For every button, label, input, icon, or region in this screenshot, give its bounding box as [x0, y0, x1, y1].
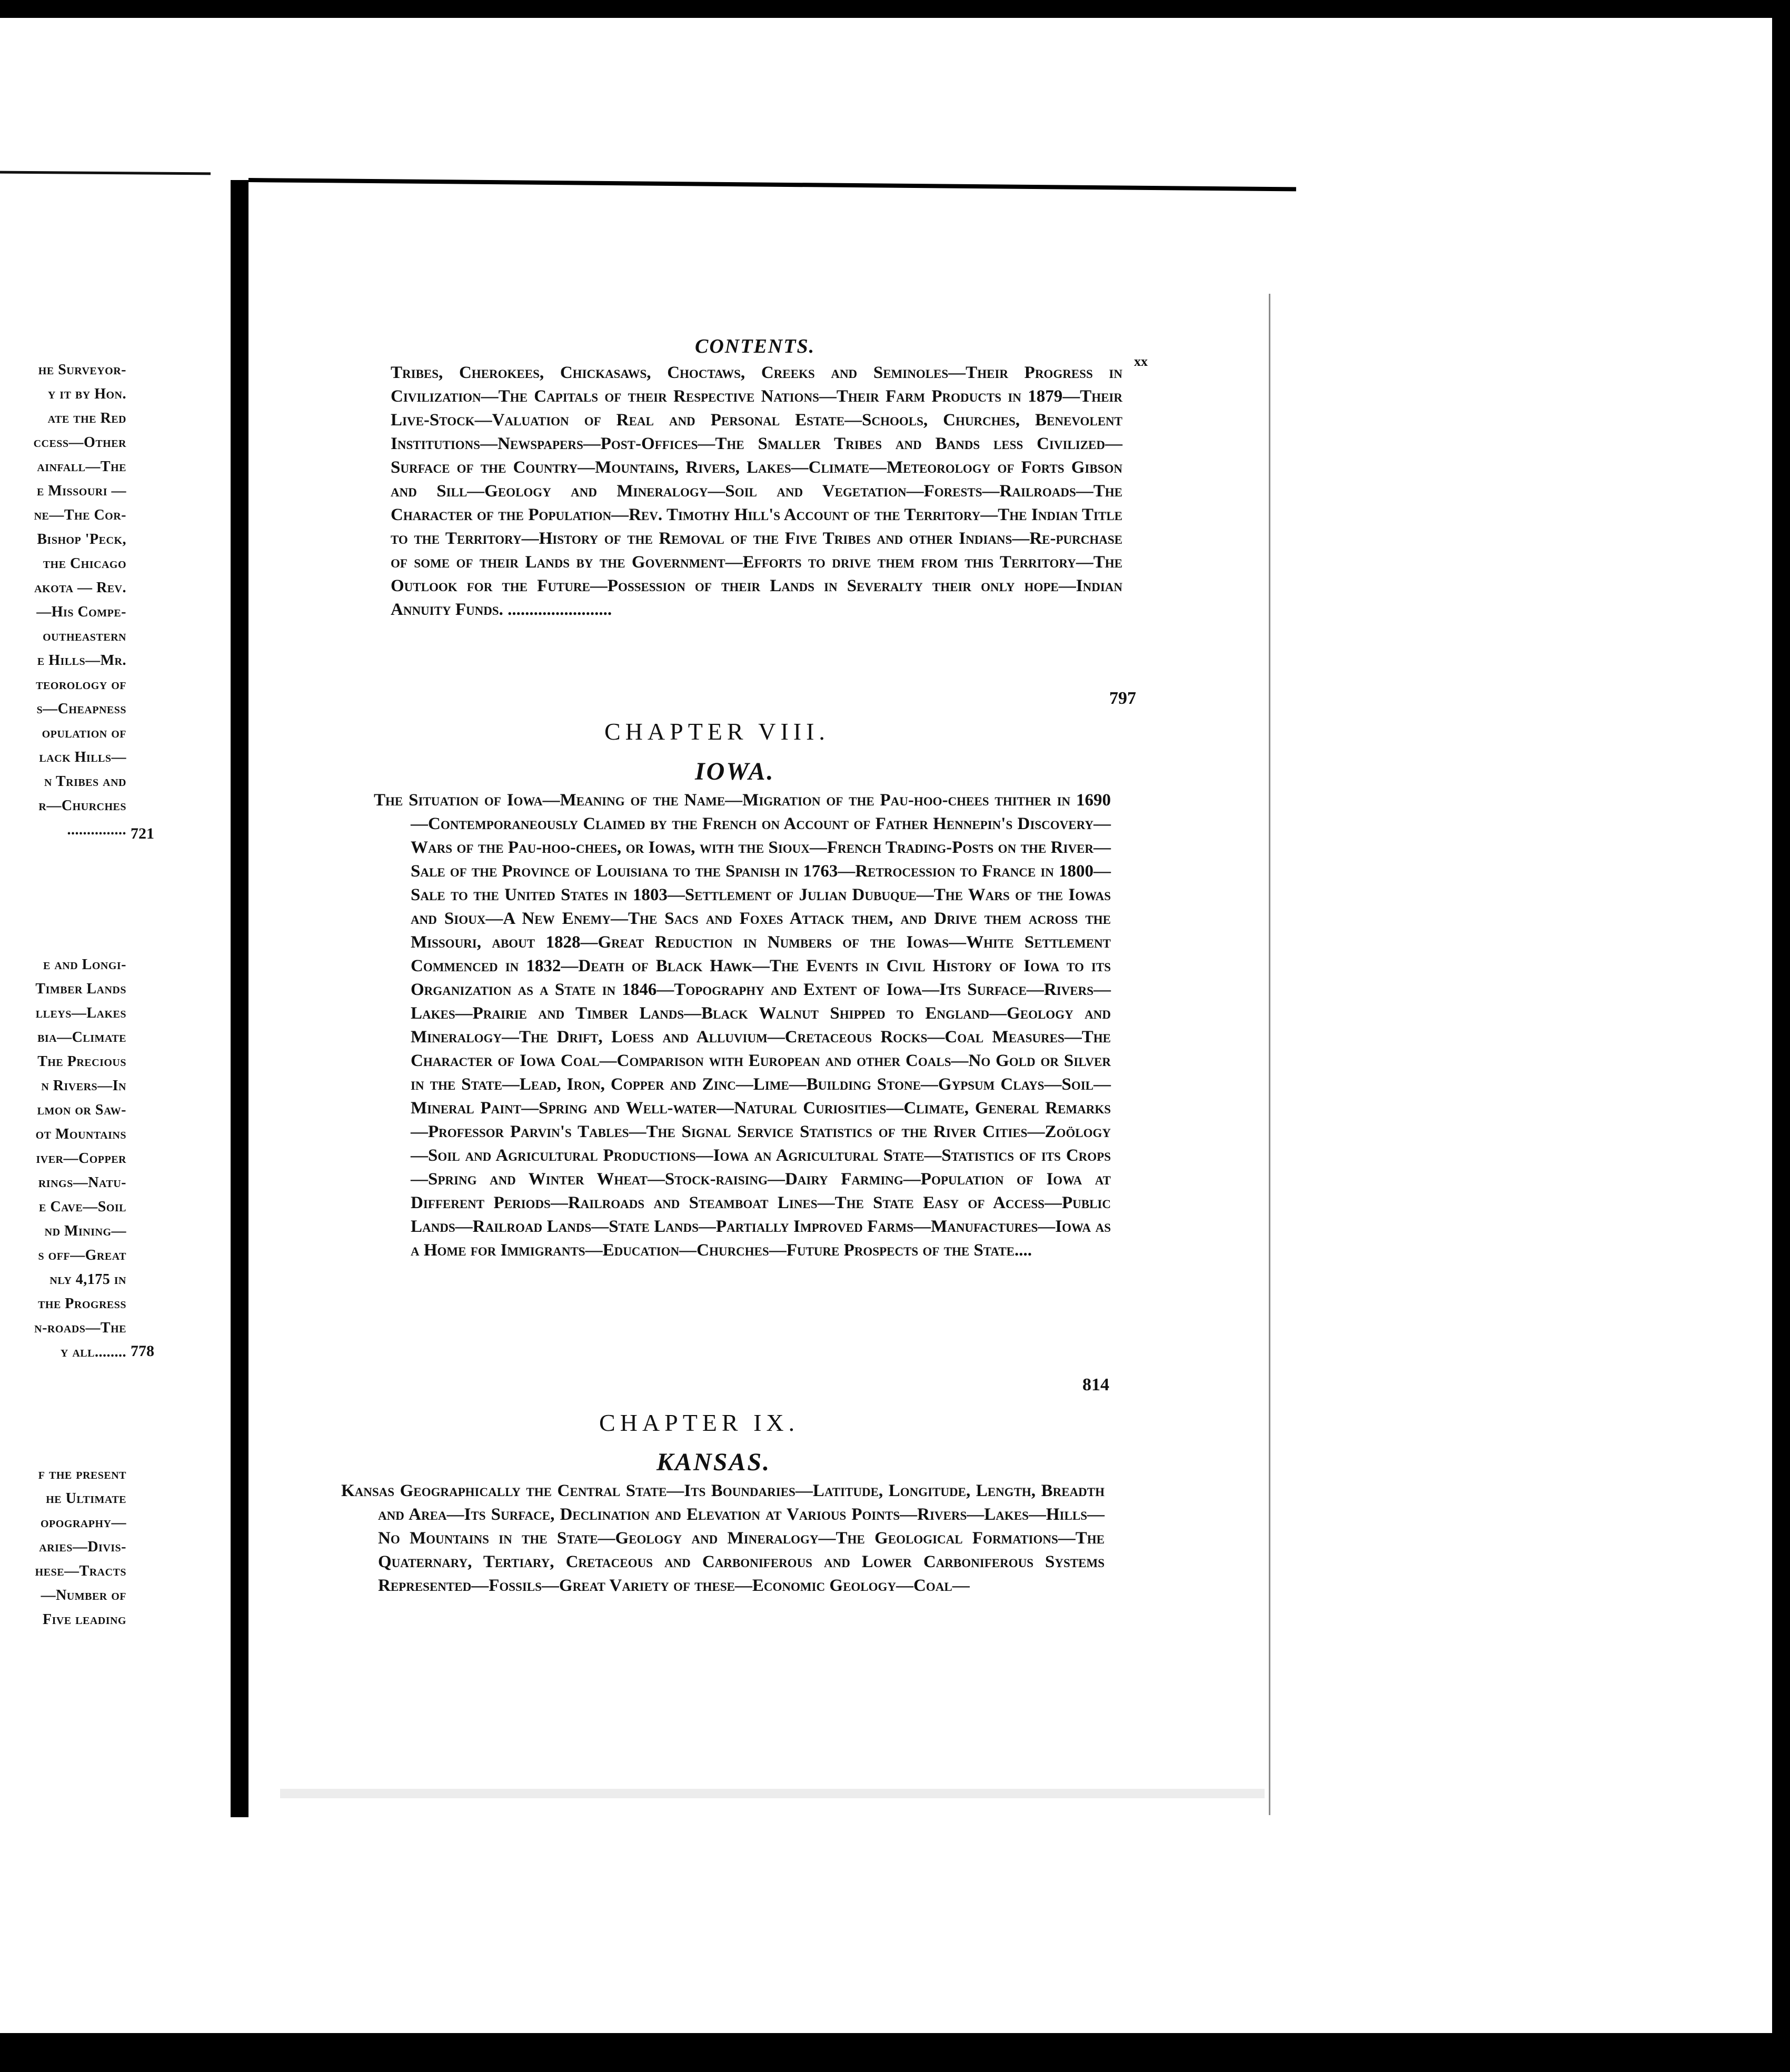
- chapter-8-heading: CHAPTER VIII.: [604, 718, 830, 745]
- left-toc-line: s off—Great: [38, 1247, 126, 1263]
- left-toc-line: e Missouri —: [36, 483, 126, 499]
- chapter-8-summary: [374, 789, 1111, 1262]
- left-toc-line: r—Churches: [38, 798, 126, 814]
- left-toc-line: y all........: [60, 1344, 126, 1360]
- left-toc-line: outheastern: [43, 628, 126, 644]
- left-toc-line: ...............: [67, 822, 126, 838]
- page-bottom-shadow: [280, 1789, 1265, 1798]
- left-toc-line: ainfall—The: [37, 459, 126, 475]
- left-toc-line: ot Mountains: [35, 1126, 126, 1142]
- left-toc-line: iver—Copper: [36, 1150, 126, 1167]
- folio-page-number: xx: [1134, 354, 1148, 369]
- chapter-7-summary-text: Tribes, Cherokees, Chickasaws, Choctaws, Creeks and Seminoles—Their Progress in Civilization—The Capitals of their Respective Nations—Their Farm Products in 1879—Their Live-Stock—Valuation of Real and Personal Estate—Schools, Churches, Benevolent Institutions—Newspapers—Post-Offices—The Smaller Tribes and Bands less Civilized—Surface of the Country—Mountains, Rivers, Lakes—Climate—Meteorology of Forts Gibson and Sill—Geology and Mineralogy—Soil and Vegetation—Forests—Railroads—The Character of the Population—Rev. Timothy Hill's Account of the Territory—The Indian Title to the Territory—History of the Removal of the Five Tribes and other Indians—Re-purchase of some of their Lands by the Government—Efforts to drive them from this Territory—The Outlook for the Future—Possession of their Lands in Severalty their only hope—Indian Annuity Funds. ........................: [391, 363, 1122, 619]
- scan-border-top: [0, 0, 1790, 18]
- scan-border-right: [1772, 0, 1790, 2072]
- left-toc-line: teorology of: [36, 676, 126, 693]
- left-toc-line: e Cave—Soil: [39, 1199, 126, 1215]
- left-toc-line: y it by Hon.: [47, 386, 126, 402]
- left-toc-line: akota — Rev.: [34, 580, 126, 596]
- left-toc-line: aries—Divis-: [39, 1539, 126, 1555]
- left-toc-line: —Number of: [41, 1587, 126, 1603]
- left-toc-line: The Precious: [37, 1053, 126, 1070]
- left-page-top-rule: [0, 171, 211, 175]
- left-toc-line: ccess—Other: [33, 434, 126, 451]
- chapter-9-summary: [341, 1479, 1105, 1598]
- left-toc-line: —His Compe-: [36, 604, 126, 620]
- left-toc-line: rings—Natu-: [38, 1174, 126, 1191]
- chapter-7-page-number: 797: [1109, 689, 1136, 708]
- left-toc-line: ne—The Cor-: [34, 507, 126, 523]
- left-toc-line: e Hills—Mr.: [37, 652, 126, 669]
- running-head: CONTENTS.: [695, 335, 816, 357]
- left-toc-line: the Progress: [38, 1296, 126, 1312]
- left-toc-line: lleys—Lakes: [35, 1005, 126, 1021]
- chapter-7-summary: [391, 361, 1122, 622]
- chapter-8-title: IOWA.: [695, 758, 775, 785]
- left-toc-line: lmon or Saw-: [37, 1102, 126, 1118]
- left-toc-line: s—Cheapness: [36, 701, 126, 717]
- left-page-number-1: 721: [131, 825, 154, 842]
- left-toc-line: opulation of: [42, 725, 126, 741]
- left-toc-line: bia—Climate: [37, 1029, 126, 1045]
- left-toc-line: the Chicago: [43, 555, 126, 572]
- left-toc-line: n-roads—The: [34, 1320, 126, 1336]
- left-toc-line: he Surveyor-: [38, 362, 126, 378]
- left-toc-line: ate the Red: [47, 410, 126, 426]
- left-toc-block-1: [0, 358, 126, 842]
- left-toc-block-3: [0, 1462, 126, 1632]
- left-toc-line: Timber Lands: [35, 981, 126, 997]
- left-toc-line: Five leading: [42, 1611, 126, 1628]
- left-toc-line: lack Hills—: [39, 749, 126, 765]
- left-toc-line: hese—Tracts: [35, 1563, 126, 1579]
- right-page-top-rule: [248, 178, 1296, 191]
- left-toc-line: opography—: [41, 1515, 126, 1531]
- left-toc-line: e and Longi-: [43, 957, 126, 973]
- chapter-8-page-number: 814: [1082, 1375, 1109, 1394]
- book-gutter: [231, 180, 248, 1817]
- chapter-9-heading: CHAPTER IX.: [599, 1409, 800, 1436]
- left-toc-line: n Rivers—In: [41, 1078, 126, 1094]
- left-page-number-2: 778: [131, 1342, 154, 1360]
- left-toc-line: nd Mining—: [44, 1223, 126, 1239]
- right-page: [248, 178, 1286, 1820]
- left-toc-line: n Tribes and: [44, 773, 126, 790]
- chapter-9-summary-text: Kansas Geographically the Central State—Its Boundaries—Latitude, Longitude, Length, Breadth and Area—Its Surface, Declination and Elevation at Various Points—Rivers—Lakes—Hills—No Mountains in the State—Geology and Mineralogy—The Geological Formations—The Quaternary, Tertiary, Cretaceous and Carboniferous and Lower Carboniferous Systems Represented—Fossils—Great Variety of these—Economic Geology—Coal—: [341, 1481, 1105, 1595]
- left-toc-line: he Ultimate: [46, 1490, 126, 1507]
- right-page-edge: [1269, 294, 1270, 1815]
- left-toc-line: nly 4,175 in: [49, 1271, 126, 1288]
- left-toc-block-2: [0, 953, 126, 1364]
- left-toc-line: f the present: [38, 1466, 126, 1482]
- left-page-fragment: [0, 0, 232, 2072]
- scan-border-bottom: [0, 2033, 1790, 2072]
- left-toc-line: Bishop 'Peck,: [37, 531, 126, 547]
- chapter-9-title: KANSAS.: [657, 1448, 771, 1476]
- chapter-8-summary-text: The Situation of Iowa—Meaning of the Name—Migration of the Pau-hoo-chees thither in 1690—Contemporaneously Claimed by the French on Account of Father Hennepin's Discovery—Wars of the Pau-hoo-chees, or Iowas, with the Sioux—French Trading-Posts on the River—Sale of the Province of Louisiana to the Spanish in 1763—Retrocession to France in 1800—Sale to the United States in 1803—Settlement of Julian Dubuque—The Wars of the Iowas and Sioux—A New Enemy—The Sacs and Foxes Attack them, and Drive them across the Missouri, about 1828—Great Reduction in Numbers of the Iowas—White Settlement Commenced in 1832—Death of Black Hawk—The Events in Civil History of Iowa to its Organization as a State in 1846—Topography and Extent of Iowa—Its Surface—Rivers—Lakes—Prairie and Timber Lands—Black Walnut Shipped to England—Geology and Mineralogy—The Drift, Loess and Alluvium—Cretaceous Rocks—Coal Measures—The Character of Iowa Coal—Comparison with European and other Coals—No Gold or Silver in the State—Lead, Iron, Copper and Zinc—Lime—Building Stone—Gypsum Clays—Soil—Mineral Paint—Spring and Well-water—Natural Curiosities—Climate, General Remarks—Professor Parvin's Tables—The Signal Service Statistics of the River Cities—Zoölogy—Soil and Agricultural Productions—Iowa an Agricultural State—Statistics of its Crops—Spring and Winter Wheat—Stock-raising—Dairy Farming—Population of Iowa at Different Periods—Railroads and Steamboat Lines—The State Easy of Access—Public Lands—Railroad Lands—State Lands—Partially Improved Farms—Manufactures—Iowa as a Home for Immigrants—Education—Churches—Future Prospects of the State....: [374, 791, 1111, 1260]
